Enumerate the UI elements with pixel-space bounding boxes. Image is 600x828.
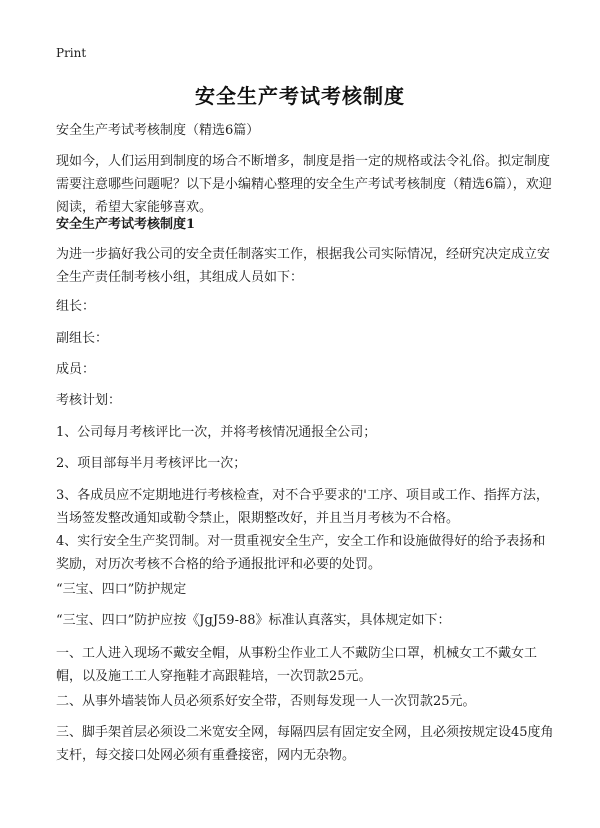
rule-3: 三、脚手架首层必须设二米宽安全网，每隔四层有固定安全网，且必须按规定设45度角支杆，每交接口处网必须有重叠接密，网内无杂物。 xyxy=(56,725,554,763)
plan-item-4: 4、实行安全生产奖罚制。对一贯重视安全生产，安全工作和设施做得好的给予表扬和奖励，对历次考核不合格的给予通报批评和必要的处罚。 xyxy=(56,534,546,572)
intro-paragraph: 现如今，人们运用到制度的场合不断增多，制度是指一定的规格或法令礼俗。拟定制度需要注意哪些问题呢？以下是小编精心整理的安全生产考试考核制度（精选6篇），欢迎阅读，希望大家能够喜欢。 xyxy=(56,154,552,215)
plan-item-2: 2、项目部每半月考核评比一次； xyxy=(56,456,247,471)
rule-2: 二、从事外墙装饰人员必须系好安全带，否则每发现一人一次罚款25元。 xyxy=(56,694,476,709)
deputy-leader-line: 副组长： xyxy=(56,331,109,346)
leader-line: 组长： xyxy=(56,299,96,314)
sanbao-title: “三宝、四口”防护规定 xyxy=(56,582,187,597)
page-title: 安全生产考试考核制度 xyxy=(195,84,405,108)
plan-item-3: 3、各成员应不定期地进行考核检查，对不合乎要求的'工序、项目或工作、指挥方法，当场签发整改通知或勒令禁止，限期整改好，并且当月考核为不合格。 xyxy=(56,488,549,526)
subtitle: 安全生产考试考核制度（精选6篇） xyxy=(56,123,260,138)
sanbao-intro: “三宝、四口”防护应按《JgJ59-88》标准认真落实，具体规定如下： xyxy=(56,613,451,628)
plan-item-1: 1、公司每月考核评比一次，并将考核情况通报全公司； xyxy=(56,425,377,440)
print-label: Print xyxy=(56,46,87,60)
rule-1: 一、工人进入现场不戴安全帽，从事粉尘作业工人不戴防尘口罩，机械女工不戴女工帽，以及施工工人穿拖鞋才高跟鞋培，一次罚款25元。 xyxy=(56,646,538,684)
section-heading-1: 安全生产考试考核制度1 xyxy=(56,217,196,232)
members-line: 成员： xyxy=(56,362,96,377)
paragraph-responsibility: 为进一步搞好我公司的安全责任制落实工作，根据我公司实际情况，经研究决定成立安全生产责任制考核小组，其组成人员如下： xyxy=(56,247,551,285)
plan-line: 考核计划： xyxy=(56,393,122,408)
